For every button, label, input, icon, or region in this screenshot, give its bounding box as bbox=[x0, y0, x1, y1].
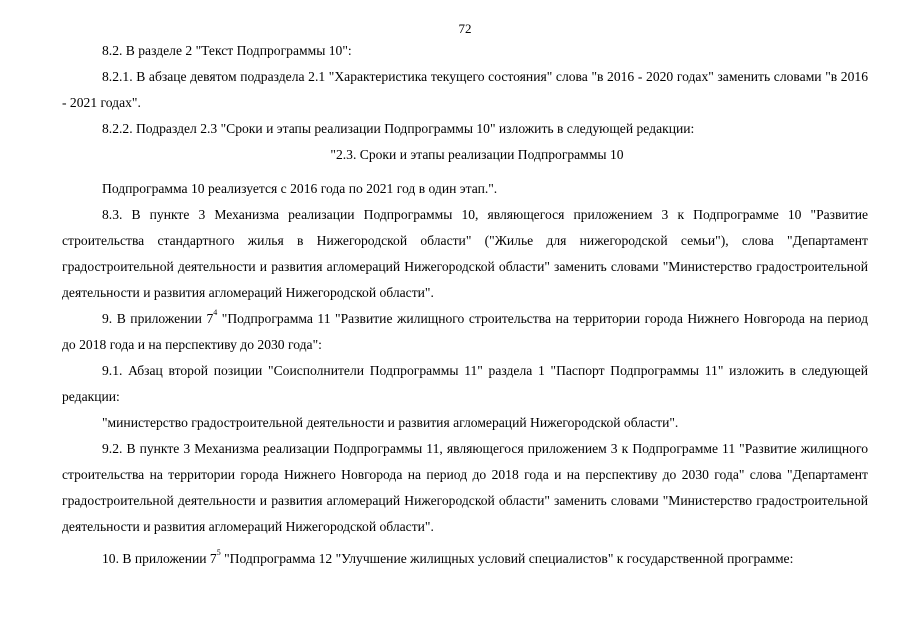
section-heading-2-3: "2.3. Сроки и этапы реализации Подпрограммы 10 bbox=[330, 147, 624, 162]
paragraph-9-rest: "Подпрограмма 11 "Развитие жилищного строительства на территории города Нижнего Новгорода на период до 2018 года и на перспективу до 2030 года": bbox=[62, 311, 868, 352]
paragraph-9 bbox=[62, 306, 868, 358]
paragraph-9-1: 9.1. Абзац второй позиции "Соисполнители Подпрограммы 11" раздела 1 "Паспорт Подпрограммы 11" изложить в следующей редакции: bbox=[62, 363, 868, 404]
paragraph-10-superscript: 5 bbox=[216, 548, 221, 558]
paragraph-8-2-2: 8.2.2. Подраздел 2.3 "Сроки и этапы реализации Подпрограммы 10" изложить в следующей редакции: bbox=[102, 121, 695, 136]
paragraph-10-start: 10. В приложении 7 bbox=[102, 551, 217, 566]
paragraph-10 bbox=[62, 546, 868, 572]
paragraph-8-2: 8.2. В разделе 2 "Текст Подпрограммы 10": bbox=[102, 43, 352, 58]
document-body bbox=[62, 38, 868, 572]
paragraph-8-3: 8.3. В пункте 3 Механизма реализации Подпрограммы 10, являющегося приложением 3 к Подпрограмме 10 "Развитие строительства стандартного жилья в Нижегородской области" ("Жилье для нижегородской семьи"), слова "Департамент градостроительной деятельности и развития агломераций Нижегородской области" заменить словами "Министерство градостроительной деятельности и развития агломераций Нижегородской области". bbox=[62, 207, 868, 300]
paragraph-10-rest: "Подпрограмма 12 "Улучшение жилищных условий специалистов" к государственной программе: bbox=[220, 551, 794, 566]
paragraph-ministry-quote: "министерство градостроительной деятельности и развития агломераций Нижегородской области". bbox=[102, 415, 679, 430]
paragraph-subprogram-10-term: Подпрограмма 10 реализуется с 2016 года по 2021 год в один этап.". bbox=[102, 181, 498, 196]
paragraph-8-2-1: 8.2.1. В абзаце девятом подраздела 2.1 "Характеристика текущего состояния" слова "в 2016 - 2020 годах" заменить словами "в 2016 - 2021 годах". bbox=[62, 69, 868, 110]
page-number: 72 bbox=[458, 21, 472, 36]
paragraph-9-start: 9. В приложении 7 bbox=[102, 311, 214, 326]
paragraph-9-superscript: 4 bbox=[213, 308, 218, 318]
paragraph-9-2: 9.2. В пункте 3 Механизма реализации Подпрограммы 11, являющегося приложением 3 к Подпрограмме 11 "Развитие жилищного строительства на территории города Нижнего Новгорода на период до 2018 года и на перспективу до 2030 года" слова "Департамент градостроительной деятельности и развития агломераций Нижегородской области" заменить словами "Министерство градостроительной деятельности и развития агломераций Нижегородской области". bbox=[62, 441, 868, 534]
